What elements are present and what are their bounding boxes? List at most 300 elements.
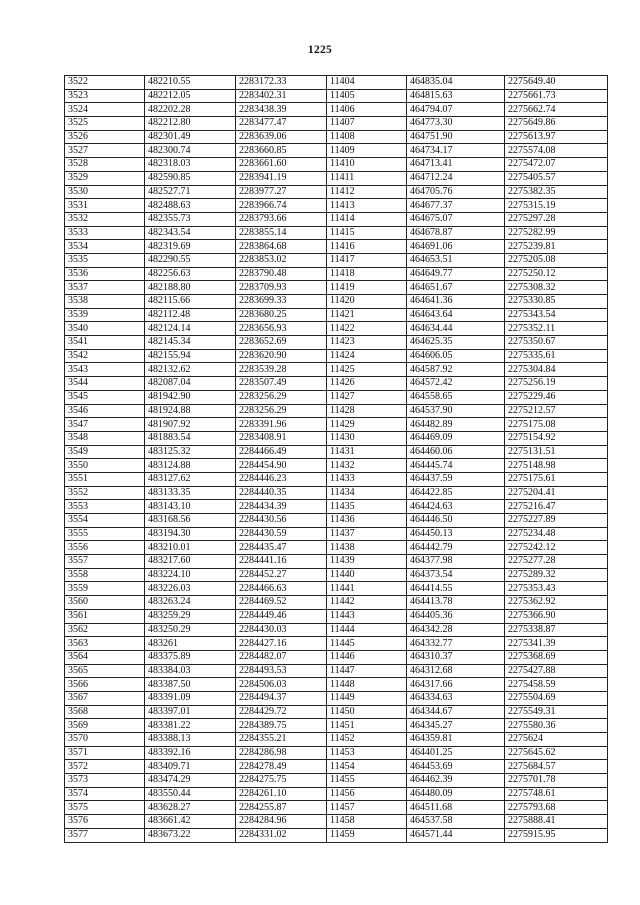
table-row — [65, 678, 608, 692]
y-coordinate-cell: 2284449.46 — [236, 609, 327, 623]
x-coordinate-cell: 482132.62 — [145, 363, 236, 377]
x-coordinate-cell: 464344.67 — [407, 705, 505, 719]
x-coordinate-cell: 483250.29 — [145, 623, 236, 637]
point-id-cell: 3533 — [65, 226, 145, 240]
y-coordinate-cell: 2284493.53 — [236, 664, 327, 678]
y-coordinate-cell: 2283507.49 — [236, 377, 327, 391]
y-coordinate-cell: 2275574.08 — [505, 144, 608, 158]
table-row — [65, 445, 608, 459]
y-coordinate-cell: 2275366.90 — [505, 609, 608, 623]
x-coordinate-cell: 482112.48 — [145, 308, 236, 322]
table-row — [65, 336, 608, 350]
y-coordinate-cell: 2284454.90 — [236, 459, 327, 473]
table-row — [65, 158, 608, 172]
x-coordinate-cell: 464691.06 — [407, 240, 505, 254]
point-id-cell: 3574 — [65, 787, 145, 801]
point-id-cell: 11413 — [327, 199, 407, 213]
table-row — [65, 596, 608, 610]
x-coordinate-cell: 482355.73 — [145, 212, 236, 226]
point-id-cell: 11417 — [327, 253, 407, 267]
table-row — [65, 760, 608, 774]
point-id-cell: 3560 — [65, 596, 145, 610]
table-row — [65, 746, 608, 760]
point-id-cell: 3573 — [65, 774, 145, 788]
point-id-cell: 3559 — [65, 582, 145, 596]
point-id-cell: 11439 — [327, 555, 407, 569]
point-id-cell: 3570 — [65, 733, 145, 747]
y-coordinate-cell: 2275277.28 — [505, 555, 608, 569]
x-coordinate-cell: 483474.29 — [145, 774, 236, 788]
point-id-cell: 3543 — [65, 363, 145, 377]
point-id-cell: 3548 — [65, 431, 145, 445]
point-id-cell: 3561 — [65, 609, 145, 623]
y-coordinate-cell: 2275661.73 — [505, 89, 608, 103]
x-coordinate-cell: 481907.92 — [145, 418, 236, 432]
point-id-cell: 3540 — [65, 322, 145, 336]
x-coordinate-cell: 483388.13 — [145, 733, 236, 747]
x-coordinate-cell: 464678.87 — [407, 226, 505, 240]
y-coordinate-cell: 2284284.96 — [236, 815, 327, 829]
point-id-cell: 3562 — [65, 623, 145, 637]
table-row — [65, 431, 608, 445]
table-row — [65, 418, 608, 432]
table-row — [65, 568, 608, 582]
y-coordinate-cell: 2275282.99 — [505, 226, 608, 240]
y-coordinate-cell: 2284261.10 — [236, 787, 327, 801]
point-id-cell: 11446 — [327, 650, 407, 664]
table-row — [65, 815, 608, 829]
y-coordinate-cell: 2275888.41 — [505, 815, 608, 829]
y-coordinate-cell: 2283699.33 — [236, 295, 327, 309]
table-row — [65, 267, 608, 281]
x-coordinate-cell: 464312.68 — [407, 664, 505, 678]
point-id-cell: 11430 — [327, 431, 407, 445]
y-coordinate-cell: 2275335.61 — [505, 349, 608, 363]
point-id-cell: 11422 — [327, 322, 407, 336]
x-coordinate-cell: 483375.89 — [145, 650, 236, 664]
point-id-cell: 11428 — [327, 404, 407, 418]
point-id-cell: 3542 — [65, 349, 145, 363]
x-coordinate-cell: 464705.76 — [407, 185, 505, 199]
table-row — [65, 185, 608, 199]
point-id-cell: 3577 — [65, 828, 145, 842]
point-id-cell: 3531 — [65, 199, 145, 213]
x-coordinate-cell: 483263.24 — [145, 596, 236, 610]
x-coordinate-cell: 483124.88 — [145, 459, 236, 473]
y-coordinate-cell: 2283680.25 — [236, 308, 327, 322]
table-row — [65, 281, 608, 295]
x-coordinate-cell: 464453.69 — [407, 760, 505, 774]
x-coordinate-cell: 464334.63 — [407, 691, 505, 705]
point-id-cell: 11457 — [327, 801, 407, 815]
table-row — [65, 500, 608, 514]
table-row — [65, 637, 608, 651]
x-coordinate-cell: 483673.22 — [145, 828, 236, 842]
table-row — [65, 240, 608, 254]
point-id-cell: 11435 — [327, 500, 407, 514]
y-coordinate-cell: 2283391.96 — [236, 418, 327, 432]
y-coordinate-cell: 2284466.63 — [236, 582, 327, 596]
y-coordinate-cell: 2275458.59 — [505, 678, 608, 692]
x-coordinate-cell: 464625.35 — [407, 336, 505, 350]
y-coordinate-cell: 2284441.16 — [236, 555, 327, 569]
point-id-cell: 3569 — [65, 719, 145, 733]
y-coordinate-cell: 2275297.28 — [505, 212, 608, 226]
x-coordinate-cell: 464773.30 — [407, 117, 505, 131]
table-row — [65, 103, 608, 117]
point-id-cell: 3546 — [65, 404, 145, 418]
point-id-cell: 3564 — [65, 650, 145, 664]
x-coordinate-cell: 464713.41 — [407, 158, 505, 172]
point-id-cell: 11420 — [327, 295, 407, 309]
point-id-cell: 3572 — [65, 760, 145, 774]
y-coordinate-cell: 2284469.52 — [236, 596, 327, 610]
x-coordinate-cell: 482301.49 — [145, 130, 236, 144]
x-coordinate-cell: 464712.24 — [407, 171, 505, 185]
y-coordinate-cell: 2275613.97 — [505, 130, 608, 144]
table-row — [65, 76, 608, 90]
x-coordinate-cell: 464480.09 — [407, 787, 505, 801]
y-coordinate-cell: 2275229.46 — [505, 390, 608, 404]
x-coordinate-cell: 464437.59 — [407, 472, 505, 486]
y-coordinate-cell: 2275662.74 — [505, 103, 608, 117]
point-id-cell: 11444 — [327, 623, 407, 637]
table-row — [65, 89, 608, 103]
x-coordinate-cell: 464373.54 — [407, 568, 505, 582]
y-coordinate-cell: 2275304.84 — [505, 363, 608, 377]
table-row — [65, 623, 608, 637]
point-id-cell: 3538 — [65, 295, 145, 309]
x-coordinate-cell: 483194.30 — [145, 527, 236, 541]
point-id-cell: 3530 — [65, 185, 145, 199]
x-coordinate-cell: 483397.01 — [145, 705, 236, 719]
y-coordinate-cell: 2284466.49 — [236, 445, 327, 459]
point-id-cell: 11418 — [327, 267, 407, 281]
table-row — [65, 295, 608, 309]
y-coordinate-cell: 2275701.78 — [505, 774, 608, 788]
x-coordinate-cell: 464734.17 — [407, 144, 505, 158]
y-coordinate-cell: 2283793.66 — [236, 212, 327, 226]
y-coordinate-cell: 2275216.47 — [505, 500, 608, 514]
y-coordinate-cell: 2284494.37 — [236, 691, 327, 705]
x-coordinate-cell: 464558.65 — [407, 390, 505, 404]
table-row — [65, 650, 608, 664]
point-id-cell: 3552 — [65, 486, 145, 500]
x-coordinate-cell: 483224.10 — [145, 568, 236, 582]
point-id-cell: 3547 — [65, 418, 145, 432]
y-coordinate-cell: 2284446.23 — [236, 472, 327, 486]
point-id-cell: 11416 — [327, 240, 407, 254]
coordinates-table-body — [65, 76, 608, 843]
point-id-cell: 11453 — [327, 746, 407, 760]
table-row — [65, 144, 608, 158]
x-coordinate-cell: 483226.03 — [145, 582, 236, 596]
x-coordinate-cell: 482300.74 — [145, 144, 236, 158]
point-id-cell: 3558 — [65, 568, 145, 582]
x-coordinate-cell: 464537.90 — [407, 404, 505, 418]
y-coordinate-cell: 2284435.47 — [236, 541, 327, 555]
point-id-cell: 11408 — [327, 130, 407, 144]
y-coordinate-cell: 2275205.08 — [505, 253, 608, 267]
point-id-cell: 11411 — [327, 171, 407, 185]
y-coordinate-cell: 2275239.81 — [505, 240, 608, 254]
y-coordinate-cell: 2275368.69 — [505, 650, 608, 664]
point-id-cell: 11437 — [327, 527, 407, 541]
x-coordinate-cell: 482256.63 — [145, 267, 236, 281]
point-id-cell: 3549 — [65, 445, 145, 459]
point-id-cell: 11452 — [327, 733, 407, 747]
x-coordinate-cell: 464634.44 — [407, 322, 505, 336]
x-coordinate-cell: 482124.14 — [145, 322, 236, 336]
y-coordinate-cell: 2275580.36 — [505, 719, 608, 733]
table-row — [65, 308, 608, 322]
x-coordinate-cell: 483391.09 — [145, 691, 236, 705]
point-id-cell: 3541 — [65, 336, 145, 350]
y-coordinate-cell: 2283660.85 — [236, 144, 327, 158]
point-id-cell: 11440 — [327, 568, 407, 582]
y-coordinate-cell: 2283256.29 — [236, 390, 327, 404]
point-id-cell: 11414 — [327, 212, 407, 226]
y-coordinate-cell: 2284427.16 — [236, 637, 327, 651]
x-coordinate-cell: 483628.27 — [145, 801, 236, 815]
table-row — [65, 691, 608, 705]
point-id-cell: 3550 — [65, 459, 145, 473]
y-coordinate-cell: 2284452.27 — [236, 568, 327, 582]
x-coordinate-cell: 464342.28 — [407, 623, 505, 637]
y-coordinate-cell: 2283853.02 — [236, 253, 327, 267]
y-coordinate-cell: 2275645.62 — [505, 746, 608, 760]
point-id-cell: 11415 — [327, 226, 407, 240]
x-coordinate-cell: 483384.03 — [145, 664, 236, 678]
point-id-cell: 3555 — [65, 527, 145, 541]
point-id-cell: 3551 — [65, 472, 145, 486]
x-coordinate-cell: 482188.80 — [145, 281, 236, 295]
y-coordinate-cell: 2283661.60 — [236, 158, 327, 172]
y-coordinate-cell: 2283620.90 — [236, 349, 327, 363]
y-coordinate-cell: 2284482.07 — [236, 650, 327, 664]
x-coordinate-cell: 483217.60 — [145, 555, 236, 569]
x-coordinate-cell: 464835.04 — [407, 76, 505, 90]
table-row — [65, 390, 608, 404]
table-row — [65, 349, 608, 363]
x-coordinate-cell: 464450.13 — [407, 527, 505, 541]
point-id-cell: 11458 — [327, 815, 407, 829]
x-coordinate-cell: 464332.77 — [407, 637, 505, 651]
point-id-cell: 11406 — [327, 103, 407, 117]
y-coordinate-cell: 2283709.93 — [236, 281, 327, 295]
y-coordinate-cell: 2284355.21 — [236, 733, 327, 747]
x-coordinate-cell: 483127.62 — [145, 472, 236, 486]
y-coordinate-cell: 2275504.69 — [505, 691, 608, 705]
y-coordinate-cell: 2284440.35 — [236, 486, 327, 500]
point-id-cell: 11447 — [327, 664, 407, 678]
point-id-cell: 3539 — [65, 308, 145, 322]
x-coordinate-cell: 482155.94 — [145, 349, 236, 363]
y-coordinate-cell: 2275350.67 — [505, 336, 608, 350]
y-coordinate-cell: 2284430.59 — [236, 527, 327, 541]
y-coordinate-cell: 2275250.12 — [505, 267, 608, 281]
y-coordinate-cell: 2275330.85 — [505, 295, 608, 309]
point-id-cell: 3523 — [65, 89, 145, 103]
x-coordinate-cell: 464587.92 — [407, 363, 505, 377]
y-coordinate-cell: 2275242.12 — [505, 541, 608, 555]
table-row — [65, 527, 608, 541]
x-coordinate-cell: 483261 — [145, 637, 236, 651]
y-coordinate-cell: 2284434.39 — [236, 500, 327, 514]
x-coordinate-cell: 464424.63 — [407, 500, 505, 514]
table-row — [65, 226, 608, 240]
point-id-cell: 3566 — [65, 678, 145, 692]
x-coordinate-cell: 464414.55 — [407, 582, 505, 596]
point-id-cell: 11429 — [327, 418, 407, 432]
table-row — [65, 733, 608, 747]
point-id-cell: 3565 — [65, 664, 145, 678]
point-id-cell: 3575 — [65, 801, 145, 815]
y-coordinate-cell: 2275148.98 — [505, 459, 608, 473]
y-coordinate-cell: 2275227.89 — [505, 514, 608, 528]
x-coordinate-cell: 483210.01 — [145, 541, 236, 555]
table-row — [65, 130, 608, 144]
point-id-cell: 3537 — [65, 281, 145, 295]
x-coordinate-cell: 464571.44 — [407, 828, 505, 842]
y-coordinate-cell: 2284506.03 — [236, 678, 327, 692]
y-coordinate-cell: 2284255.87 — [236, 801, 327, 815]
x-coordinate-cell: 464310.37 — [407, 650, 505, 664]
point-id-cell: 11427 — [327, 390, 407, 404]
point-id-cell: 11442 — [327, 596, 407, 610]
x-coordinate-cell: 483661.42 — [145, 815, 236, 829]
point-id-cell: 11421 — [327, 308, 407, 322]
table-row — [65, 787, 608, 801]
table-row — [65, 199, 608, 213]
x-coordinate-cell: 464405.36 — [407, 609, 505, 623]
table-row — [65, 212, 608, 226]
point-id-cell: 11448 — [327, 678, 407, 692]
point-id-cell: 3576 — [65, 815, 145, 829]
point-id-cell: 3526 — [65, 130, 145, 144]
x-coordinate-cell: 482202.28 — [145, 103, 236, 117]
x-coordinate-cell: 464377.98 — [407, 555, 505, 569]
x-coordinate-cell: 482343.54 — [145, 226, 236, 240]
point-id-cell: 11431 — [327, 445, 407, 459]
x-coordinate-cell: 482318.03 — [145, 158, 236, 172]
x-coordinate-cell: 482212.05 — [145, 89, 236, 103]
y-coordinate-cell: 2275338.87 — [505, 623, 608, 637]
y-coordinate-cell: 2275362.92 — [505, 596, 608, 610]
y-coordinate-cell: 2284430.03 — [236, 623, 327, 637]
point-id-cell: 3568 — [65, 705, 145, 719]
y-coordinate-cell: 2275382.35 — [505, 185, 608, 199]
y-coordinate-cell: 2283864.68 — [236, 240, 327, 254]
table-row — [65, 171, 608, 185]
x-coordinate-cell: 464537.58 — [407, 815, 505, 829]
point-id-cell: 3529 — [65, 171, 145, 185]
y-coordinate-cell: 2283408.91 — [236, 431, 327, 445]
x-coordinate-cell: 483259.29 — [145, 609, 236, 623]
x-coordinate-cell: 464462.39 — [407, 774, 505, 788]
point-id-cell: 3554 — [65, 514, 145, 528]
y-coordinate-cell: 2283539.28 — [236, 363, 327, 377]
table-row — [65, 514, 608, 528]
y-coordinate-cell: 2275212.57 — [505, 404, 608, 418]
y-coordinate-cell: 2283402.31 — [236, 89, 327, 103]
x-coordinate-cell: 483143.10 — [145, 500, 236, 514]
x-coordinate-cell: 481942.90 — [145, 390, 236, 404]
x-coordinate-cell: 464401.25 — [407, 746, 505, 760]
point-id-cell: 11456 — [327, 787, 407, 801]
x-coordinate-cell: 464649.77 — [407, 267, 505, 281]
x-coordinate-cell: 482488.63 — [145, 199, 236, 213]
point-id-cell: 3527 — [65, 144, 145, 158]
point-id-cell: 11449 — [327, 691, 407, 705]
x-coordinate-cell: 482115.66 — [145, 295, 236, 309]
table-row — [65, 705, 608, 719]
y-coordinate-cell: 2275308.32 — [505, 281, 608, 295]
y-coordinate-cell: 2283941.19 — [236, 171, 327, 185]
y-coordinate-cell: 2275131.51 — [505, 445, 608, 459]
point-id-cell: 3525 — [65, 117, 145, 131]
point-id-cell: 11451 — [327, 719, 407, 733]
y-coordinate-cell: 2275154.92 — [505, 431, 608, 445]
x-coordinate-cell: 464445.74 — [407, 459, 505, 473]
x-coordinate-cell: 481924.88 — [145, 404, 236, 418]
x-coordinate-cell: 464675.07 — [407, 212, 505, 226]
x-coordinate-cell: 483133.35 — [145, 486, 236, 500]
y-coordinate-cell: 2275549.31 — [505, 705, 608, 719]
x-coordinate-cell: 482087.04 — [145, 377, 236, 391]
table-row — [65, 719, 608, 733]
point-id-cell: 11426 — [327, 377, 407, 391]
point-id-cell: 3557 — [65, 555, 145, 569]
table-row — [65, 541, 608, 555]
point-id-cell: 3524 — [65, 103, 145, 117]
x-coordinate-cell: 464422.85 — [407, 486, 505, 500]
y-coordinate-cell: 2283790.48 — [236, 267, 327, 281]
point-id-cell: 3553 — [65, 500, 145, 514]
point-id-cell: 11419 — [327, 281, 407, 295]
table-row — [65, 801, 608, 815]
table-row — [65, 828, 608, 842]
y-coordinate-cell: 2284278.49 — [236, 760, 327, 774]
x-coordinate-cell: 464653.51 — [407, 253, 505, 267]
y-coordinate-cell: 2275175.08 — [505, 418, 608, 432]
x-coordinate-cell: 482319.69 — [145, 240, 236, 254]
x-coordinate-cell: 483125.32 — [145, 445, 236, 459]
x-coordinate-cell: 483550.44 — [145, 787, 236, 801]
page-number: 1225 — [307, 44, 333, 56]
table-row — [65, 664, 608, 678]
x-coordinate-cell: 464572.42 — [407, 377, 505, 391]
point-id-cell: 11436 — [327, 514, 407, 528]
table-row — [65, 363, 608, 377]
x-coordinate-cell: 464482.89 — [407, 418, 505, 432]
point-id-cell: 3571 — [65, 746, 145, 760]
point-id-cell: 11445 — [327, 637, 407, 651]
point-id-cell: 11434 — [327, 486, 407, 500]
point-id-cell: 11410 — [327, 158, 407, 172]
x-coordinate-cell: 464359.81 — [407, 733, 505, 747]
point-id-cell: 11454 — [327, 760, 407, 774]
y-coordinate-cell: 2275234.48 — [505, 527, 608, 541]
x-coordinate-cell: 482527.71 — [145, 185, 236, 199]
x-coordinate-cell: 482210.55 — [145, 76, 236, 90]
y-coordinate-cell: 2284275.75 — [236, 774, 327, 788]
x-coordinate-cell: 483392.16 — [145, 746, 236, 760]
coordinates-table — [64, 75, 608, 843]
point-id-cell: 11455 — [327, 774, 407, 788]
table-row — [65, 609, 608, 623]
x-coordinate-cell: 464651.67 — [407, 281, 505, 295]
